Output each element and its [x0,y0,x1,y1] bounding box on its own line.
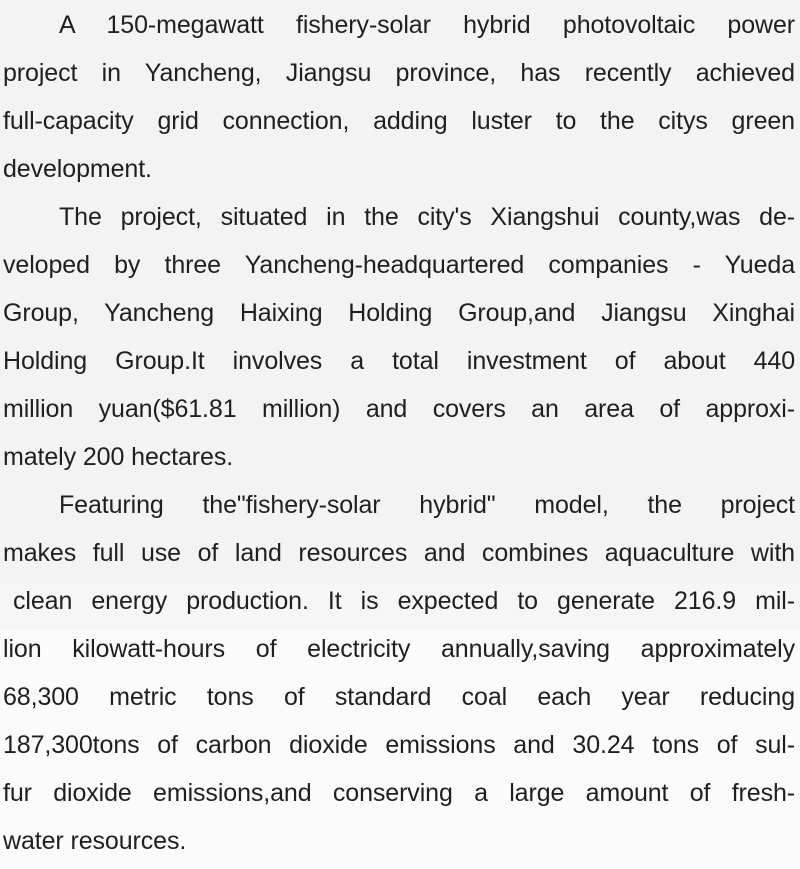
paragraph-2 [3,193,795,481]
text-line: water resources. [3,827,187,855]
text-line: The project, situated in the city's Xiangshui county,was de- [59,203,795,231]
text-line: million yuan($61.81 million) and covers an area of approxi- [3,395,795,423]
text-line: full-capacity grid connection, adding luster to the citys green [3,107,795,135]
text-line: fur dioxide emissions,and conserving a large amount of fresh- [3,779,795,807]
text-line: veloped by three Yancheng-headquartered companies - Yueda [3,251,795,279]
text-line: 68,300 metric tons of standard coal each year reducing [3,683,795,711]
paragraph-3 [3,481,795,865]
text-line: A 150-megawatt fishery-solar hybrid photovoltaic power [59,11,795,39]
text-line: lion kilowatt-hours of electricity annually,saving approximately [3,635,795,663]
text-line: project in Yancheng, Jiangsu province, has recently achieved [3,59,795,87]
text-line: makes full use of land resources and combines aquaculture with [3,539,795,567]
text-line: Holding Group.It involves a total investment of about 440 [3,347,795,375]
text-line: Featuring the"fishery-solar hybrid" model, the project [59,491,795,519]
text-line: Group, Yancheng Haixing Holding Group,and Jiangsu Xinghai [3,299,795,327]
text-line: mately 200 hectares. [3,443,234,471]
text-line: clean energy production. It is expected to generate 216.9 mil- [13,587,795,615]
text-line: 187,300tons of carbon dioxide emissions and 30.24 tons of sul- [3,731,795,759]
paragraph-1 [3,1,795,193]
text-line: development. [3,155,152,183]
